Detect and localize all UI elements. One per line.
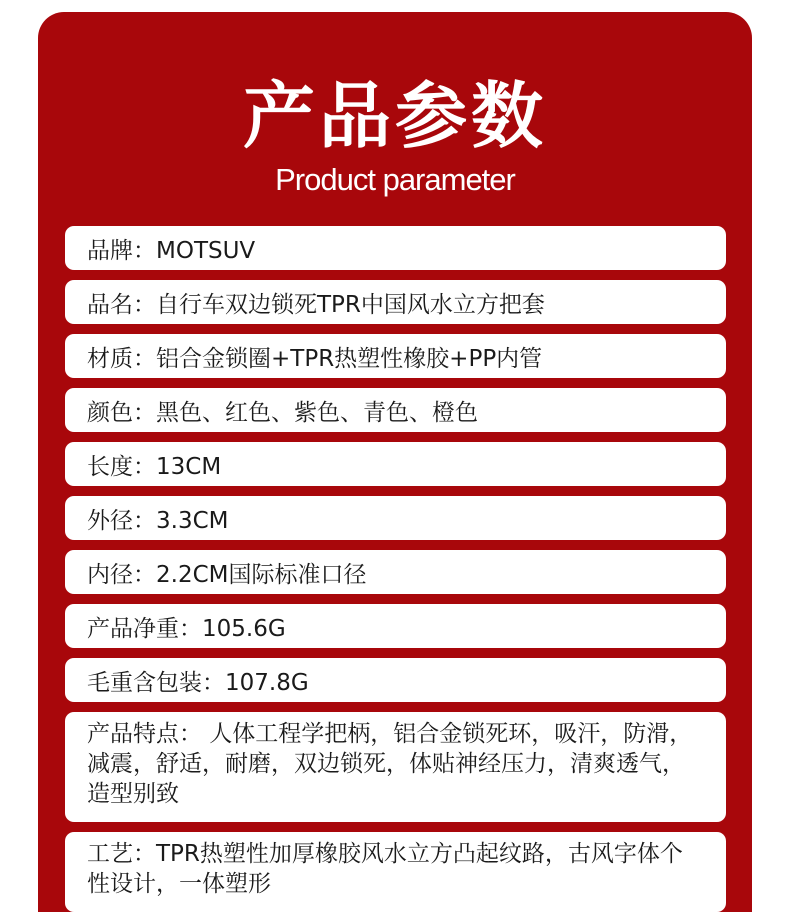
param-material xyxy=(65,334,726,378)
param-craft xyxy=(65,832,726,912)
param-color xyxy=(65,388,726,432)
param-features xyxy=(65,712,726,822)
param-craft-text: 工艺：TPR热塑性加厚橡胶风水立方凸起纹路，古风字体个性设计，一体塑形 xyxy=(87,841,683,897)
param-brand xyxy=(65,226,726,270)
param-outer-diameter-text: 外径：3.3CM xyxy=(87,507,229,534)
page-title: 产品参数 xyxy=(242,74,547,158)
param-product-name-text: 品名：自行车双边锁死TPR中国风水立方把套 xyxy=(87,291,545,318)
param-inner-diameter xyxy=(65,550,726,594)
param-features-text: 产品特点： 人体工程学把柄，铝合金锁死环，吸汗，防滑，减震，舒适，耐磨，双边锁死，体贴神经压力，清爽透气，造型别致 xyxy=(87,721,693,807)
param-net-weight xyxy=(65,604,726,648)
param-product-name xyxy=(65,280,726,324)
param-gross-weight xyxy=(65,658,726,702)
param-material-text: 材质：铝合金锁圈+TPR热塑性橡胶+PP内管 xyxy=(87,345,543,372)
param-brand-text: 品牌：MOTSUV xyxy=(87,237,256,264)
param-gross-weight-text: 毛重含包装：107.8G xyxy=(87,669,309,696)
param-length-text: 长度：13CM xyxy=(87,453,222,480)
param-net-weight-text: 产品净重：105.6G xyxy=(87,615,286,642)
param-color-text: 颜色：黑色、红色、紫色、青色、橙色 xyxy=(87,399,478,426)
param-inner-diameter-text: 内径：2.2CM国际标准口径 xyxy=(87,561,367,588)
param-outer-diameter xyxy=(65,496,726,540)
page-subtitle: Product parameter xyxy=(275,162,515,197)
product-parameter-panel xyxy=(38,12,752,912)
param-length xyxy=(65,442,726,486)
